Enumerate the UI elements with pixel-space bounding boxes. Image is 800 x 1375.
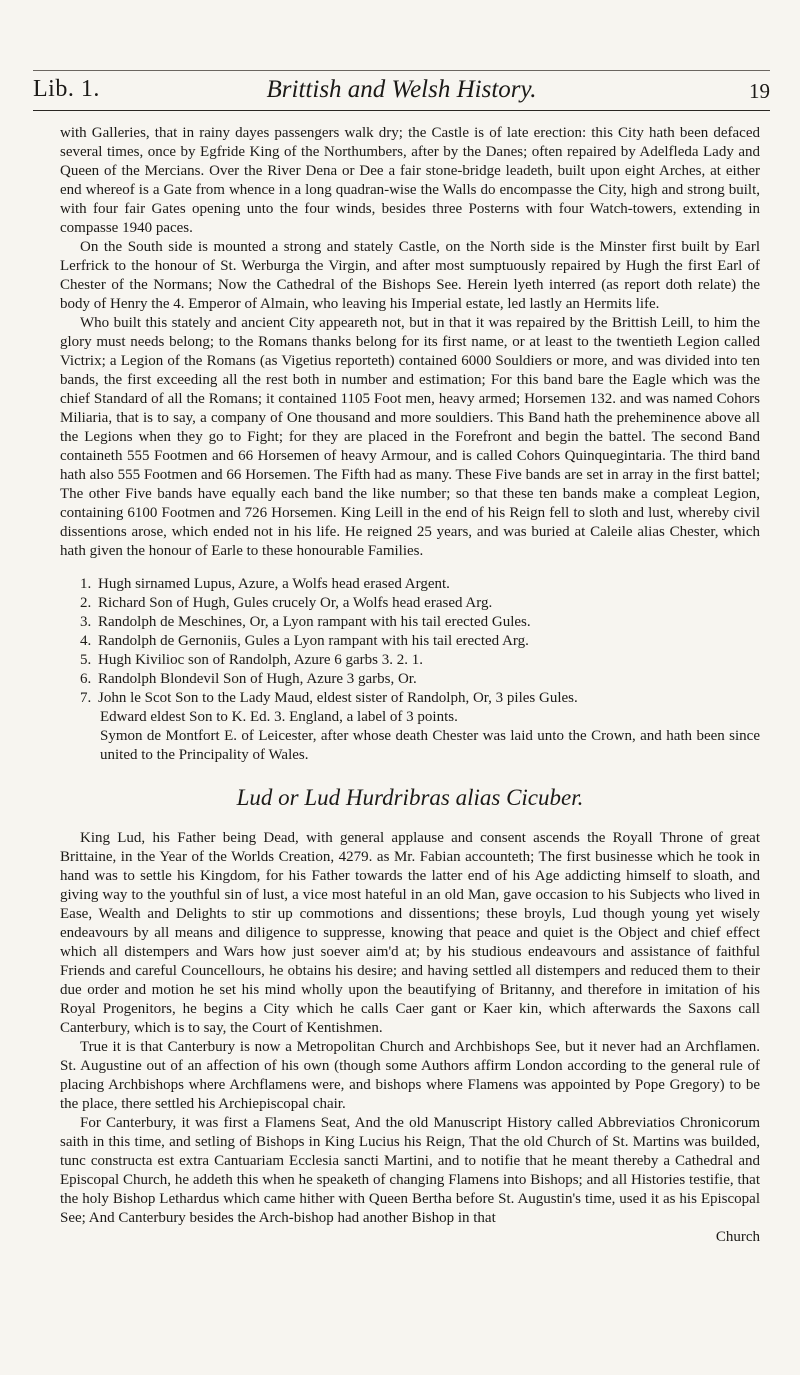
section-heading: Lud or Lud Hurdribras alias Cicuber. bbox=[236, 785, 584, 810]
catchword: Church bbox=[715, 1229, 760, 1245]
page-number: 19 bbox=[749, 79, 770, 103]
list-item: Edward eldest Son to K. Ed. 3. England, a label of 3 points. bbox=[100, 709, 458, 725]
paragraph: King Lud, his Father being Dead, with general applause and consent ascends the Royall Throne of great Brittaine, in the Year of the Worlds Creation, 4279. as Mr. Fabian accounteth; The first businesse which he took in hand was to settle his Kingdom, for his Father towards the latter end of his Age addicting himself to sloath, and giving way to the youthful sin of lust, a vice most hateful in an old Man, gave occasion to his Subjects who lived in Ease, Wealth and Delights to stir up commotions and dissentions; these broyls, Lud though young yet wisely endeavours by all means and diligence to suppresse, knowing that peace and quiet is the Object and chief effect which all distempers and Wars how just soever aim'd at; by his studious endeavours and assistance of faithful Friends and careful Councellours, he obtains his desire; and having settled all distempers and reduced them to their due order and motion he set his mind wholly upon the beautifying of Britanny, and therefore in imitation of his Royal Progenitors, he begins a City which he calls Caer gant or Kaer kin, which afterwards the Saxons call Canterbury, which is to say, the Court of Kentishmen. bbox=[60, 830, 760, 1036]
running-title: Brittish and Welsh History. bbox=[266, 76, 537, 103]
page-body bbox=[60, 124, 760, 1247]
list-item: 2. Richard Son of Hugh, Gules crucely Or, a Wolfs head erased Arg. bbox=[80, 595, 493, 611]
list-item: 4. Randolph de Gernoniis, Gules a Lyon rampant with his tail erected Arg. bbox=[80, 633, 529, 649]
top-rule bbox=[33, 70, 770, 71]
paragraph: True it is that Canterbury is now a Metropolitan Church and Archbishops See, but it never had an Archflamen. St. Augustine out of an affection of his own (though some Authors affirm London according to the general rule of placing Archbishops where Archflamens were, and bishops where Flamens was appointed by Pope Gregory) to be the place, there settled his Archiepiscopal chair. bbox=[60, 1039, 760, 1112]
paragraph: On the South side is mounted a strong and stately Castle, on the North side is the Minster first built by Earl Lerfrick to the honour of St. Werburga the Virgin, and after most sumptuously repaired by Hugh the first Earl of Chester of the Normans; Now the Cathedral of the Bishops See. Herein lyeth interred (as report doth relate) the body of Henry the 4. Emperor of Almain, who leaving his Imperial estate, led lastly an Hermits life. bbox=[60, 239, 760, 312]
list-item: 3. Randolph de Meschines, Or, a Lyon rampant with his tail erected Gules. bbox=[80, 614, 531, 630]
paragraph: For Canterbury, it was first a Flamens Seat, And the old Manuscript History called Abbreviatios Chronicorum saith in this time, and setling of Bishops in King Lucius his Reign, That the old Church of St. Martins was builded, tunc constructa est extra Cantuariam Ecclesia sancti Martini, and to notifie that he meant thereby a Cathedral and Episcopal Church, he addeth this when he speaketh of changing Flamens into Bishops; and all Histories testifie, that the holy Bishop Lethardus which came hither with Queen Bertha before St. Augustin's time, used it as his Episcopal See; And Canterbury besides the Arch-bishop had another Bishop in that bbox=[60, 1115, 760, 1226]
paragraph: Who built this stately and ancient City appeareth not, but in that it was repaired by the Brittish Leill, to him the glory must needs belong; to the Romans thanks belong for its first name, or at least to the twentieth Legion called Victrix; a Legion of the Romans (as Vigetius reporteth) contained 6000 Souldiers or more, and was divided into ten bands, the first exceeding all the rest both in number and estimation; For this band bare the Eagle which was the chief Standard of all the Romans; it contained 1105 Foot men, heavy armed; Horsemen 132. and was named Cohors Miliaria, that is to say, a company of One thousand and more souldiers. This Band hath the preheminence above all the Legions when they go to Fight; for they are placed in the Forefront and begin the battel. The second Band containeth 555 Footmen and 66 Horsemen of heavy Armour, and is called Cohors Quinquegintaria. The third band hath also 555 Footmen and 66 Horsemen. The Fifth had as many. These Five bands are set in array in the first battel; The other Five bands have equally each band the like number; so that these ten bands make a compleat Legion, containing 6100 Footmen and 726 Horsemen. King Leill in the end of his Reign fell to sloth and lust, whereby civil dissentions arose, which ended not in his life. He reigned 25 years, and was buried at Caleile alias Chester, which hath given the honour of Earle to these honourable Families. bbox=[60, 315, 760, 559]
list-item: 7. John le Scot Son to the Lady Maud, eldest sister of Randolph, Or, 3 piles Gules. bbox=[80, 690, 578, 706]
book-label: Lib. 1. bbox=[33, 76, 100, 102]
list-item: 5. Hugh Kivilioc son of Randolph, Azure 6 garbs 3. 2. 1. bbox=[80, 652, 423, 668]
list-item: 1. Hugh sirnamed Lupus, Azure, a Wolfs head erased Argent. bbox=[80, 576, 450, 592]
earls-list bbox=[60, 575, 760, 765]
paragraph: with Galleries, that in rainy dayes passengers walk dry; the Castle is of late erection: this City hath been defaced several times, once by Egfride King of the Northumbers, after by the Danes; often repaired by Adelfleda Lady and Queen of the Mercians. Over the River Dena or Dee a fair stone-bridge leadeth, built upon eight Arches, at either end whereof is a Gate from whence in a long quadran-wise the Walls do encompasse the City, high and strong built, with four fair Gates opening unto the four winds, besides three Posterns with four Watch-towers, extending in compasse 1940 paces. bbox=[60, 125, 760, 236]
list-item: Symon de Montfort E. of Leicester, after whose death Chester was laid unto the Crown, and hath been since united to the Principality of Wales. bbox=[100, 728, 760, 763]
running-header bbox=[33, 74, 770, 111]
list-item: 6. Randolph Blondevil Son of Hugh, Azure 3 garbs, Or. bbox=[80, 671, 417, 687]
